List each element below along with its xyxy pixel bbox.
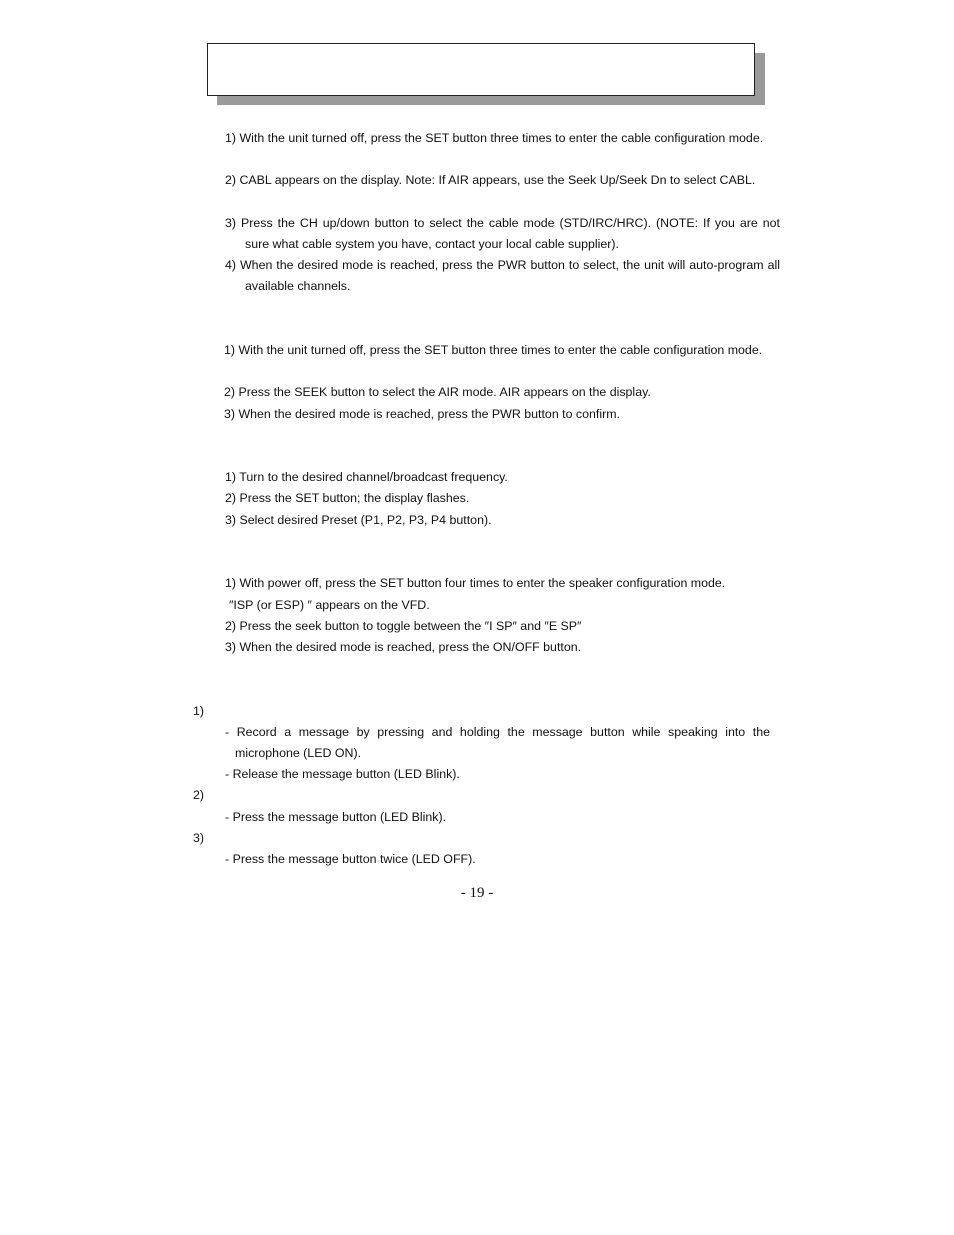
speaker-step-1: 1) With power off, press the SET button four times to enter the speaker configuration mode. [225,576,726,590]
cable-step-4: 4) When the desired mode is reached, press the PWR button to select, the unit will auto-program all available channels. [225,258,780,294]
message-number-3: 3) [193,831,205,845]
air-step-1: 1) With the unit turned off, press the SET button three times to enter the cable configuration mode. [224,343,763,357]
speaker-step-1-note: ″ISP (or ESP) ″ appears on the VFD. [229,598,430,612]
cable-step-3: 3) Press the CH up/down button to select the cable mode (STD/IRC/HRC). (NOTE: If you are not sure what cable system you have, contact your local cable supplier). [225,216,780,252]
header-box [207,43,755,96]
speaker-step-2: 2) Press the seek button to toggle between the ″I SP″ and ″E SP″ [225,619,582,633]
message-play-step: - Press the message button (LED Blink). [225,810,447,824]
speaker-step-3: 3) When the desired mode is reached, press the ON/OFF button. [225,640,582,654]
message-number-2: 2) [193,788,205,802]
preset-step-1: 1) Turn to the desired channel/broadcast frequency. [225,470,508,484]
preset-step-3: 3) Select desired Preset (P1, P2, P3, P4 button). [225,513,492,527]
message-record-step: - Record a message by pressing and holding the message button while speaking into the microphone (LED ON). [225,725,770,761]
cable-step-1: 1) With the unit turned off, press the SET button three times to enter the cable configuration mode. [225,131,764,145]
message-erase-step: - Press the message button twice (LED OFF). [225,852,476,866]
cable-step-2: 2) CABL appears on the display. Note: If AIR appears, use the Seek Up/Seek Dn to select CABL. [225,173,756,187]
preset-step-2: 2) Press the SET button; the display flashes. [225,491,470,505]
air-step-3: 3) When the desired mode is reached, press the PWR button to confirm. [224,407,620,421]
message-number-1: 1) [193,704,205,718]
air-step-2: 2) Press the SEEK button to select the AIR mode. AIR appears on the display. [224,385,651,399]
page-number: - 19 - [460,885,494,901]
message-release-step: - Release the message button (LED Blink). [225,767,460,781]
